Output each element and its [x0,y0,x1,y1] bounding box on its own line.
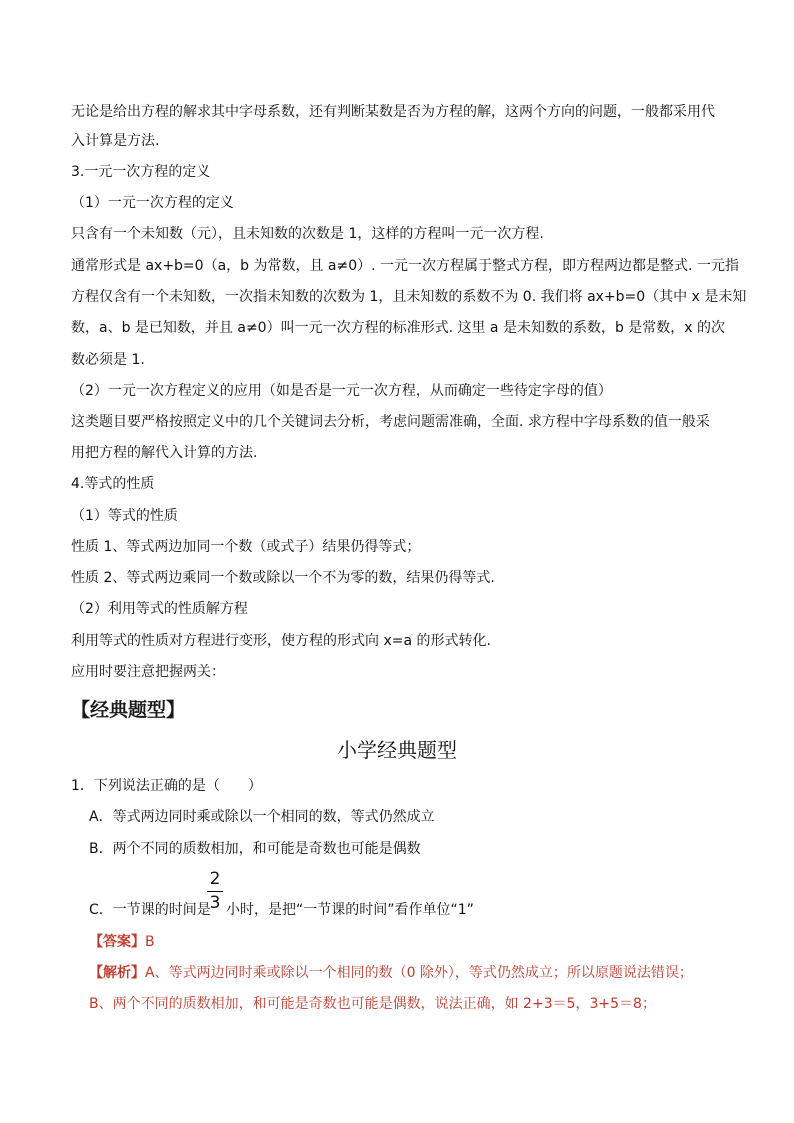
analysis-line-2: B、两个不同的质数相加，和可能是奇数也可能是偶数，说法正确，如 2+3＝5，3+5＝8； [89,996,656,1012]
section-4-subtitle-2: （2）利用等式的性质解方程 [71,601,248,617]
property-2: 性质 2、等式两边乘同一个数或除以一个不为零的数，结果仍得等式. [71,570,495,586]
analysis-text: A、等式两边同时乘或除以一个相同的数（0 除外），等式仍然成立；所以原题说法错误； [145,965,693,981]
paragraph-line: 数必须是 1. [71,352,145,368]
paragraph-line: 应用时要注意把握两关： [71,664,225,680]
fraction-bar [207,891,223,892]
option-a: A．等式两边同时乘或除以一个相同的数，等式仍然成立 [89,809,435,825]
paragraph-line: 用把方程的解代入计算的方法. [71,445,258,461]
section-4-title: 4.等式的性质 [71,476,155,492]
paragraph-line: 通常形式是 ax+b=0（a，b 为常数，且 a≠0）. 一元一次方程属于整式方程，即方程两边都是整式. 一元指 [71,258,739,274]
analysis-line-1 [89,963,693,983]
paragraph-line: 数，a、b 是已知数，并且 a≠0）叫一元一次方程的标准形式. 这里 a 是未知数的系数，b 是常数，x 的次 [71,320,726,336]
fraction-denominator: 3 [209,893,221,913]
analysis-tag: 【解析】 [89,965,145,981]
paragraph-line: 利用等式的性质对方程进行变形，使方程的形式向 x=a 的形式转化. [71,633,491,649]
answer-tag: 【答案】 [89,934,145,950]
center-title: 小学经典题型 [337,738,457,762]
paragraph-line: 方程仅含有一个未知数，一次指未知数的次数为 1，且未知数的系数不为 0. 我们将 ax+b=0（其中 x 是未知 [71,289,747,305]
option-c-suffix: 小时，是把“一节课的时间”看作单位“1” [226,902,474,918]
paragraph-line: 这类题目要严格按照定义中的几个关键词去分析，考虑问题需准确，全面. 求方程中字母系数的值一般采 [71,414,710,430]
property-1: 性质 1、等式两边加同一个数（或式子）结果仍得等式； [71,539,421,555]
section-4-subtitle-1: （1）等式的性质 [71,508,178,524]
option-b: B．两个不同的质数相加，和可能是奇数也可能是偶数 [89,841,421,857]
option-c-prefix: C．一节课的时间是 [89,902,211,918]
paragraph-line: 无论是给出方程的解求其中字母系数，还有判断某数是否为方程的解，这两个方向的问题，一般都采用代 [71,104,715,120]
classic-questions-heading: 【经典题型】 [71,699,186,721]
fraction-numerator: 2 [209,869,221,889]
answer-value: B [145,934,155,950]
section-3-title: 3.一元一次方程的定义 [71,164,211,180]
paragraph-line: 入计算是方法. [71,133,160,149]
section-3-subtitle-2: （2）一元一次方程定义的应用（如是否是一元一次方程，从而确定一些待定字母的值） [71,383,612,399]
fraction-two-thirds [207,870,223,912]
answer-line [89,932,155,952]
paragraph-line: 只含有一个未知数（元），且未知数的次数是 1，这样的方程叫一元一次方程. [71,226,544,242]
section-3-subtitle-1: （1）一元一次方程的定义 [71,195,234,211]
question-stem: 1．下列说法正确的是（ ） [71,778,262,794]
